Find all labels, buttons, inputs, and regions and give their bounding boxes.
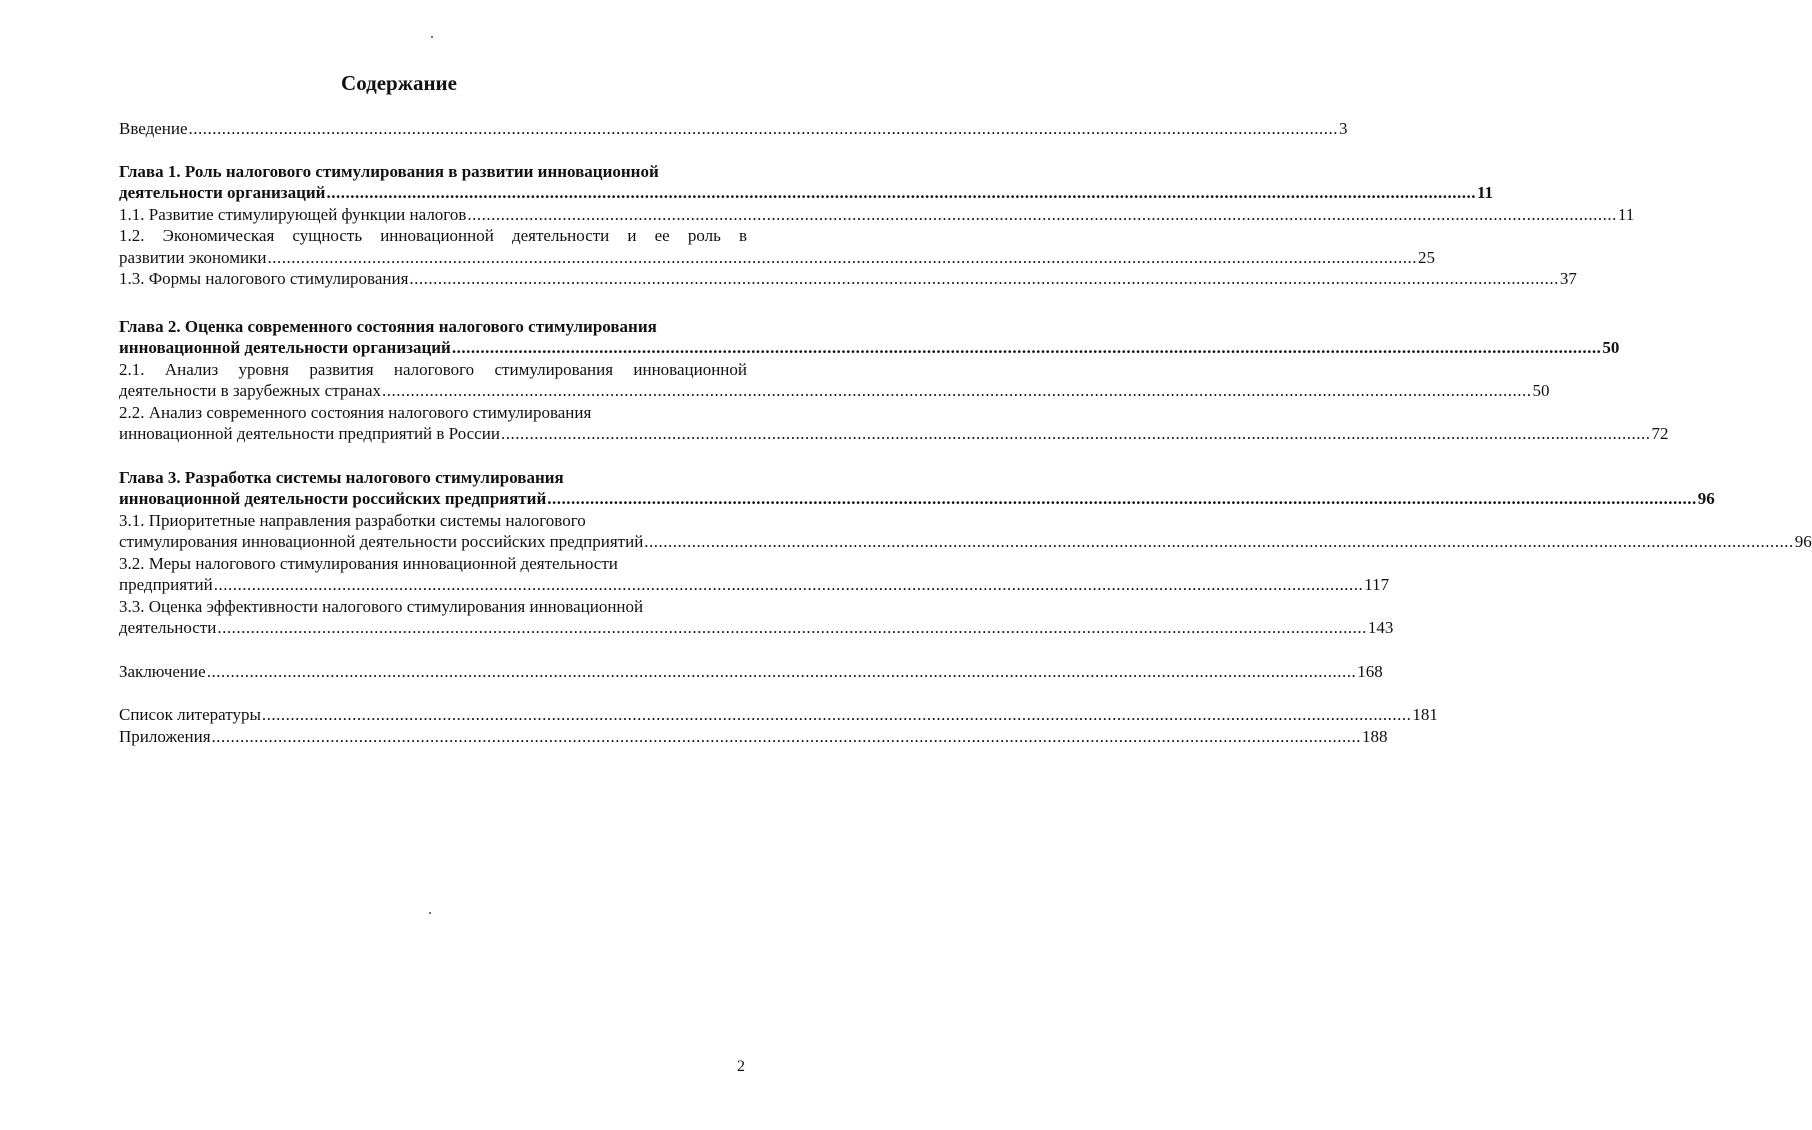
table-of-contents xyxy=(119,118,1812,747)
toc-entry-intro xyxy=(119,118,1348,140)
toc-entry-section xyxy=(119,380,1550,402)
toc-entry-label: Список литературы xyxy=(119,705,261,724)
toc-entry-label: инновационной деятельности организаций xyxy=(119,338,451,357)
toc-entry-page: 72 xyxy=(1651,424,1669,443)
toc-entry-label: 1.1. Развитие стимулирующей функции налогов xyxy=(119,204,467,224)
toc-entry-label: Введение xyxy=(119,119,188,138)
toc-entry-section xyxy=(119,204,1635,226)
toc-entry-label: развитии экономики xyxy=(119,247,267,267)
chapter-heading: Глава 3. Разработка системы налогового стимулирования xyxy=(119,467,564,487)
dot-leader xyxy=(212,726,1362,748)
toc-entry-conclusion xyxy=(119,661,1383,683)
toc-entry-line: 3.3. Оценка эффективности налогового стимулирования инновационной xyxy=(119,596,644,616)
toc-entry-section xyxy=(119,247,1435,269)
toc-entry-label: Заключение xyxy=(119,661,206,681)
scan-speck xyxy=(431,36,433,38)
toc-entry-label: деятельности в зарубежных странах xyxy=(119,381,382,400)
dot-leader xyxy=(262,704,1412,726)
toc-entry-page: 50 xyxy=(1602,338,1620,357)
toc-entry-page: 188 xyxy=(1362,726,1388,746)
dot-leader xyxy=(644,531,1794,553)
toc-entry-label: деятельности организаций xyxy=(119,183,326,202)
toc-entry-page: 96 xyxy=(1697,489,1715,508)
dot-leader xyxy=(214,574,1364,596)
dot-leader xyxy=(326,182,1476,204)
toc-entry-label: предприятий xyxy=(119,575,213,594)
toc-entry-page: 11 xyxy=(1617,204,1635,224)
dot-leader xyxy=(409,268,1559,290)
toc-entry-section xyxy=(119,574,1390,596)
toc-entry-references xyxy=(119,704,1438,726)
toc-entry-page: 37 xyxy=(1559,269,1577,288)
dot-leader xyxy=(467,204,1617,226)
toc-entry-page: 11 xyxy=(1476,183,1494,202)
toc-entry-page: 3 xyxy=(1339,119,1348,138)
toc-entry-page: 25 xyxy=(1417,247,1435,267)
toc-entry-section xyxy=(119,268,1577,290)
chapter-heading-entry xyxy=(119,182,1494,204)
dot-leader xyxy=(189,118,1339,140)
toc-entry-page: 168 xyxy=(1357,661,1383,681)
toc-entry-label: инновационной деятельности предприятий в России xyxy=(119,424,500,443)
toc-entry-appendices xyxy=(119,726,1388,748)
dot-leader xyxy=(217,617,1367,639)
chapter-heading-entry xyxy=(119,488,1715,510)
toc-entry-line: 1.2. Экономическая сущность инновационной деятельности и ее роль в xyxy=(119,226,747,245)
dot-leader xyxy=(382,380,1532,402)
dot-leader xyxy=(267,247,1417,269)
toc-entry-line: 3.2. Меры налогового стимулирования инновационной деятельности xyxy=(119,553,618,573)
toc-entry-section xyxy=(119,617,1394,639)
toc-entry-label: инновационной деятельности российских предприятий xyxy=(119,489,547,508)
toc-entry-page: 181 xyxy=(1412,705,1438,724)
chapter-heading-entry xyxy=(119,337,1620,359)
toc-entry-label: 1.3. Формы налогового стимулирования xyxy=(119,269,409,288)
toc-entry-page: 117 xyxy=(1364,575,1390,594)
toc-entry-page: 143 xyxy=(1367,618,1394,637)
toc-entry-label: стимулирования инновационной деятельности российских предприятий xyxy=(119,532,644,551)
toc-entry-line: 2.2. Анализ современного состояния налогового стимулирования xyxy=(119,402,592,422)
toc-entry-page: 50 xyxy=(1532,381,1550,400)
page-number: 2 xyxy=(737,1058,745,1075)
dot-leader xyxy=(207,661,1357,683)
toc-entry-label: Приложения xyxy=(119,726,211,746)
toc-entry-line: 2.1. Анализ уровня развития налогового стимулирования инновационной xyxy=(119,359,747,379)
dot-leader xyxy=(452,337,1602,359)
chapter-heading: Глава 2. Оценка современного состояния налогового стимулирования xyxy=(119,316,657,336)
chapter-heading: Глава 1. Роль налогового стимулирования в развитии инновационной xyxy=(119,161,659,181)
dot-leader xyxy=(501,423,1651,445)
dot-leader xyxy=(547,488,1697,510)
toc-entry-page: 96 xyxy=(1794,532,1812,551)
scan-speck xyxy=(429,912,431,914)
toc-entry-section xyxy=(119,423,1669,445)
page-title: Содержание xyxy=(341,71,457,95)
toc-entry-label: деятельности xyxy=(119,618,217,637)
toc-entry-section xyxy=(119,531,1812,553)
toc-entry-line: 3.1. Приоритетные направления разработки системы налогового xyxy=(119,510,586,530)
